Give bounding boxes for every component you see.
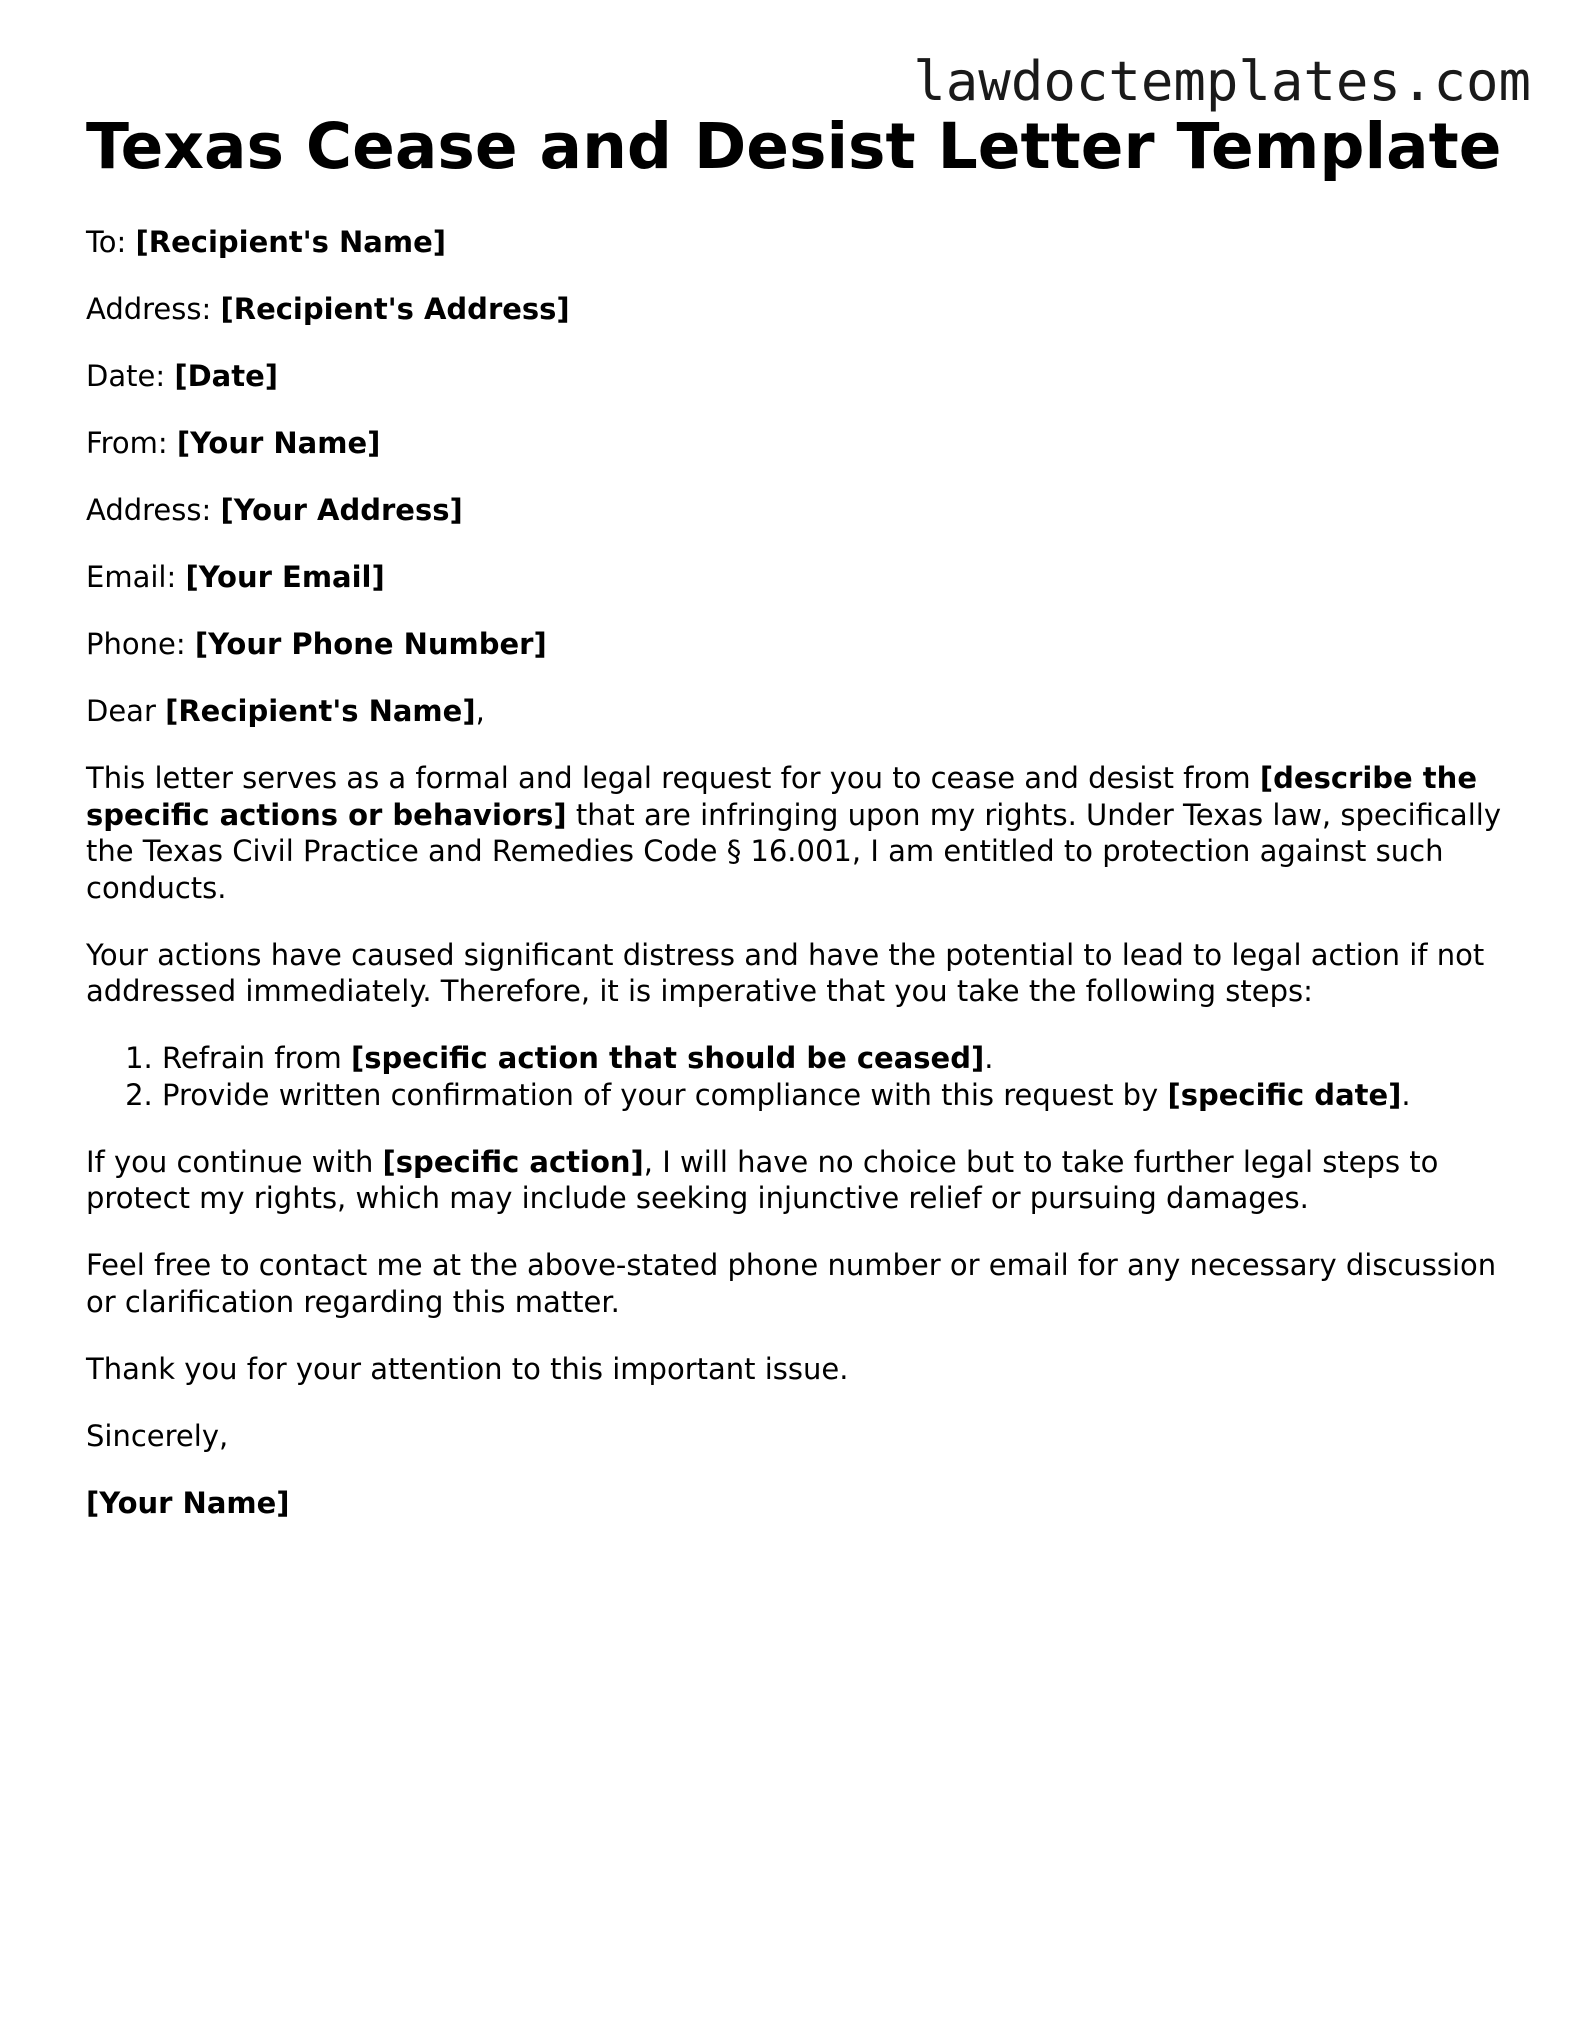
field-value: [Your Email] (185, 560, 385, 594)
field-from (86, 425, 1506, 462)
salutation (86, 693, 1506, 730)
salutation-suffix: , (475, 694, 485, 728)
document-title: Texas Cease and Desist Letter Template (86, 110, 1502, 183)
steps-list (86, 1040, 1506, 1113)
signature-name: [Your Name] (86, 1485, 290, 1520)
field-value: [Your Name] (176, 426, 381, 460)
closing: Sincerely, (86, 1418, 229, 1453)
paragraph-text: , I will have no choice but to take further legal steps to protect my rights, which may include seeking injunctive relief or pursuing damages. (86, 1144, 1439, 1215)
field-label: Email: (86, 560, 186, 594)
placeholder-text: [specific date] (1167, 1077, 1402, 1112)
paragraph-contact: Feel free to contact me at the above-stated phone number or email for any necessary discussion or clarification regarding this matter. (86, 1248, 1497, 1319)
field-label: Address: (86, 292, 221, 326)
list-item (162, 1077, 1506, 1114)
placeholder-text: [specific action that should be ceased] (350, 1041, 985, 1075)
paragraph-thanks: Thank you for your attention to this important issue. (86, 1351, 849, 1386)
field-value: [Recipient's Address] (220, 292, 570, 326)
letter-body (86, 224, 1506, 1552)
field-date (86, 358, 1506, 395)
salutation-name: [Recipient's Name] (165, 694, 476, 728)
step-suffix: . (984, 1041, 994, 1075)
step-text: Provide written confirmation of your compliance with this request by (162, 1077, 1168, 1112)
field-value: [Your Phone Number] (194, 627, 547, 661)
field-label: Address: (86, 493, 221, 527)
field-label: Date: (86, 359, 175, 393)
field-phone (86, 626, 1506, 663)
salutation-prefix: Dear (86, 694, 166, 728)
placeholder-text: [describe the specific actions or behaviors] (86, 761, 1477, 832)
site-watermark: lawdoctemplates.com (913, 50, 1531, 113)
field-label: Phone: (86, 627, 195, 661)
paragraph-consequences: Your actions have caused significant distress and have the potential to lead to legal action if not addressed immediately. Therefore, it is imperative that you take the following steps: (86, 937, 1485, 1008)
field-to (86, 224, 1506, 261)
paragraph-text: This letter serves as a formal and legal request for you to cease and desist from (86, 761, 1260, 795)
paragraph-warning (86, 1144, 1506, 1217)
step-suffix: . (1401, 1077, 1411, 1112)
field-recipient-address (86, 291, 1506, 328)
field-value: [Date] (174, 359, 278, 393)
field-value: [Your Address] (220, 493, 463, 527)
field-label: To: (86, 225, 136, 259)
paragraph-text: that are infringing upon my rights. Under Texas law, specifically the Texas Civil Practice and Remedies Code § 16.001, I am entitled to protection against such conducts. (86, 797, 1501, 905)
step-text: Refrain from (162, 1041, 351, 1075)
field-sender-address (86, 492, 1506, 529)
paragraph-request (86, 760, 1506, 906)
field-email (86, 559, 1506, 596)
paragraph-text: If you continue with (86, 1144, 383, 1179)
placeholder-text: [specific action] (382, 1144, 644, 1179)
list-item (162, 1040, 1506, 1077)
field-value: [Recipient's Name] (135, 225, 447, 259)
field-label: From: (86, 426, 177, 460)
